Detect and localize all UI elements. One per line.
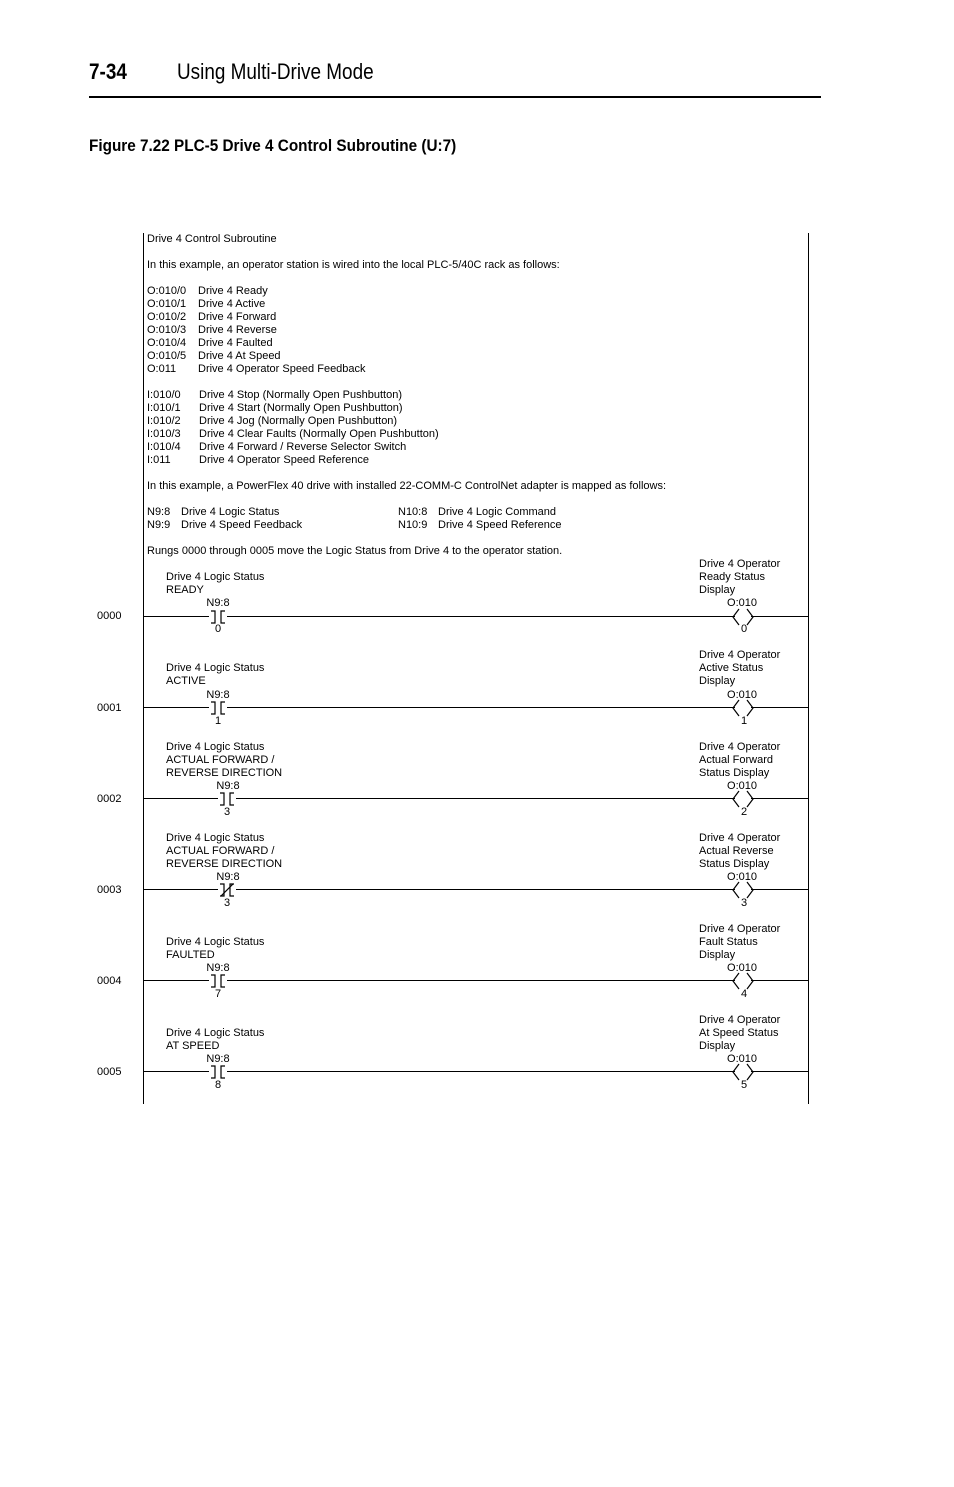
normally-closed-contact-icon [214,882,240,898]
coil-bit: 4 [740,988,748,1000]
coil-description: Drive 4 Operator [699,558,781,570]
contact-description: REVERSE DIRECTION [166,858,283,870]
coil-description: Drive 4 Operator [699,1014,781,1026]
coil-description: Status Display [699,858,770,870]
output-description: Drive 4 At Speed [198,350,281,362]
coil-description: Actual Reverse [699,845,774,857]
contact-description: READY [166,584,204,596]
output-address: O:010/5 [147,350,187,362]
output-coil-icon [730,699,756,717]
mapping-description: Drive 4 Speed Feedback [181,519,303,531]
coil-bit: 1 [740,715,748,727]
input-address: I:010/3 [147,428,181,440]
coil-address: O:010 [727,597,757,609]
mapping-description: Drive 4 Logic Command [438,506,556,518]
coil-description: Fault Status [699,936,758,948]
mapping-description: Drive 4 Speed Reference [438,519,562,531]
contact-description: Drive 4 Logic Status [166,662,265,674]
mapping-address: N10:8 [398,506,428,518]
input-description: Drive 4 Forward / Reverse Selector Switch [199,441,407,453]
coil-description: Active Status [699,662,764,674]
rung-number: 0003 [97,884,122,896]
rung-number: 0004 [97,975,122,987]
figure-title: Figure 7.22 PLC-5 Drive 4 Control Subroutine (U:7) [89,136,457,155]
output-coil-icon [730,881,756,899]
normally-open-contact-icon [205,973,231,989]
operator-station-intro: In this example, an operator station is wired into the local PLC-5/40C rack as follows: [147,259,560,271]
coil-address: O:010 [727,780,757,792]
right-power-rail [808,233,809,1104]
mapping-description: Drive 4 Logic Status [181,506,280,518]
rung-line [143,1071,809,1072]
contact-address: N9:8 [206,689,230,701]
output-address: O:010/1 [147,298,187,310]
output-address: O:010/3 [147,324,187,336]
output-coil-icon [730,972,756,990]
normally-open-contact-icon [205,609,231,625]
output-address: O:010/2 [147,311,187,323]
input-address: I:011 [147,454,171,466]
contact-address: N9:8 [206,1053,230,1065]
rung-line [143,980,809,981]
page-number: 7-34 [89,59,127,84]
contact-description: FAULTED [166,949,215,961]
coil-description: Ready Status [699,571,766,583]
contact-description: ACTIVE [166,675,206,687]
coil-bit: 2 [740,806,748,818]
header-rule [89,96,821,98]
mapping-address: N9:8 [147,506,171,518]
coil-address: O:010 [727,689,757,701]
contact-description: ACTUAL FORWARD / [166,754,275,766]
coil-description: Display [699,1040,736,1052]
output-address: O:011 [147,363,177,375]
contact-bit: 7 [214,988,222,1000]
input-description: Drive 4 Stop (Normally Open Pushbutton) [199,389,402,401]
contact-address: N9:8 [216,780,240,792]
coil-description: Status Display [699,767,770,779]
output-description: Drive 4 Forward [198,311,277,323]
normally-open-contact-icon [205,1064,231,1080]
input-address: I:010/1 [147,402,181,414]
input-address: I:010/0 [147,389,181,401]
contact-bit: 3 [223,897,231,909]
contact-bit: 0 [214,623,222,635]
contact-address: N9:8 [206,962,230,974]
rung-line [143,616,809,617]
coil-description: Display [699,949,736,961]
rung-number: 0001 [97,702,122,714]
output-description: Drive 4 Faulted [198,337,273,349]
normally-open-contact-icon [214,791,240,807]
coil-description: Display [699,675,736,687]
normally-open-contact-icon [205,700,231,716]
rung-line [143,707,809,708]
input-description: Drive 4 Clear Faults (Normally Open Pushbutton) [199,428,439,440]
coil-description: Display [699,584,736,596]
coil-description: At Speed Status [699,1027,779,1039]
rung-number: 0002 [97,793,122,805]
coil-description: Drive 4 Operator [699,649,781,661]
contact-address: N9:8 [206,597,230,609]
output-address: O:010/4 [147,337,187,349]
coil-bit: 0 [740,623,748,635]
mapping-address: N10:9 [398,519,428,531]
rung-number: 0000 [97,610,122,622]
output-coil-icon [730,1063,756,1081]
page-title: Using Multi-Drive Mode [177,59,374,84]
rung-number: 0005 [97,1066,122,1078]
contact-description: ACTUAL FORWARD / [166,845,275,857]
coil-bit: 3 [740,897,748,909]
rungs-note: Rungs 0000 through 0005 move the Logic Status from Drive 4 to the operator station. [147,545,563,557]
output-description: Drive 4 Reverse [198,324,277,336]
mapping-address: N9:9 [147,519,171,531]
mapping-intro: In this example, a PowerFlex 40 drive with installed 22-COMM-C ControlNet adapter is mapped as follows: [147,480,667,492]
subroutine-title: Drive 4 Control Subroutine [147,233,277,245]
output-description: Drive 4 Active [198,298,266,310]
input-address: I:010/4 [147,441,181,453]
left-power-rail [143,233,144,1104]
coil-description: Drive 4 Operator [699,741,781,753]
coil-description: Actual Forward [699,754,773,766]
rung-line [143,798,809,799]
coil-description: Drive 4 Operator [699,832,781,844]
output-description: Drive 4 Ready [198,285,268,297]
coil-address: O:010 [727,871,757,883]
coil-address: O:010 [727,962,757,974]
input-address: I:010/2 [147,415,181,427]
output-coil-icon [730,608,756,626]
output-address: O:010/0 [147,285,187,297]
contact-address: N9:8 [216,871,240,883]
coil-address: O:010 [727,1053,757,1065]
input-description: Drive 4 Start (Normally Open Pushbutton) [199,402,403,414]
rung-line [143,889,809,890]
output-coil-icon [730,790,756,808]
contact-description: Drive 4 Logic Status [166,832,265,844]
contact-description: AT SPEED [166,1040,220,1052]
contact-description: Drive 4 Logic Status [166,936,265,948]
input-description: Drive 4 Operator Speed Reference [199,454,369,466]
output-description: Drive 4 Operator Speed Feedback [198,363,366,375]
contact-bit: 8 [214,1079,222,1091]
contact-bit: 1 [214,715,222,727]
contact-description: Drive 4 Logic Status [166,1027,265,1039]
contact-description: Drive 4 Logic Status [166,741,265,753]
input-description: Drive 4 Jog (Normally Open Pushbutton) [199,415,398,427]
contact-description: Drive 4 Logic Status [166,571,265,583]
contact-bit: 3 [223,806,231,818]
coil-bit: 5 [740,1079,748,1091]
contact-description: REVERSE DIRECTION [166,767,283,779]
coil-description: Drive 4 Operator [699,923,781,935]
